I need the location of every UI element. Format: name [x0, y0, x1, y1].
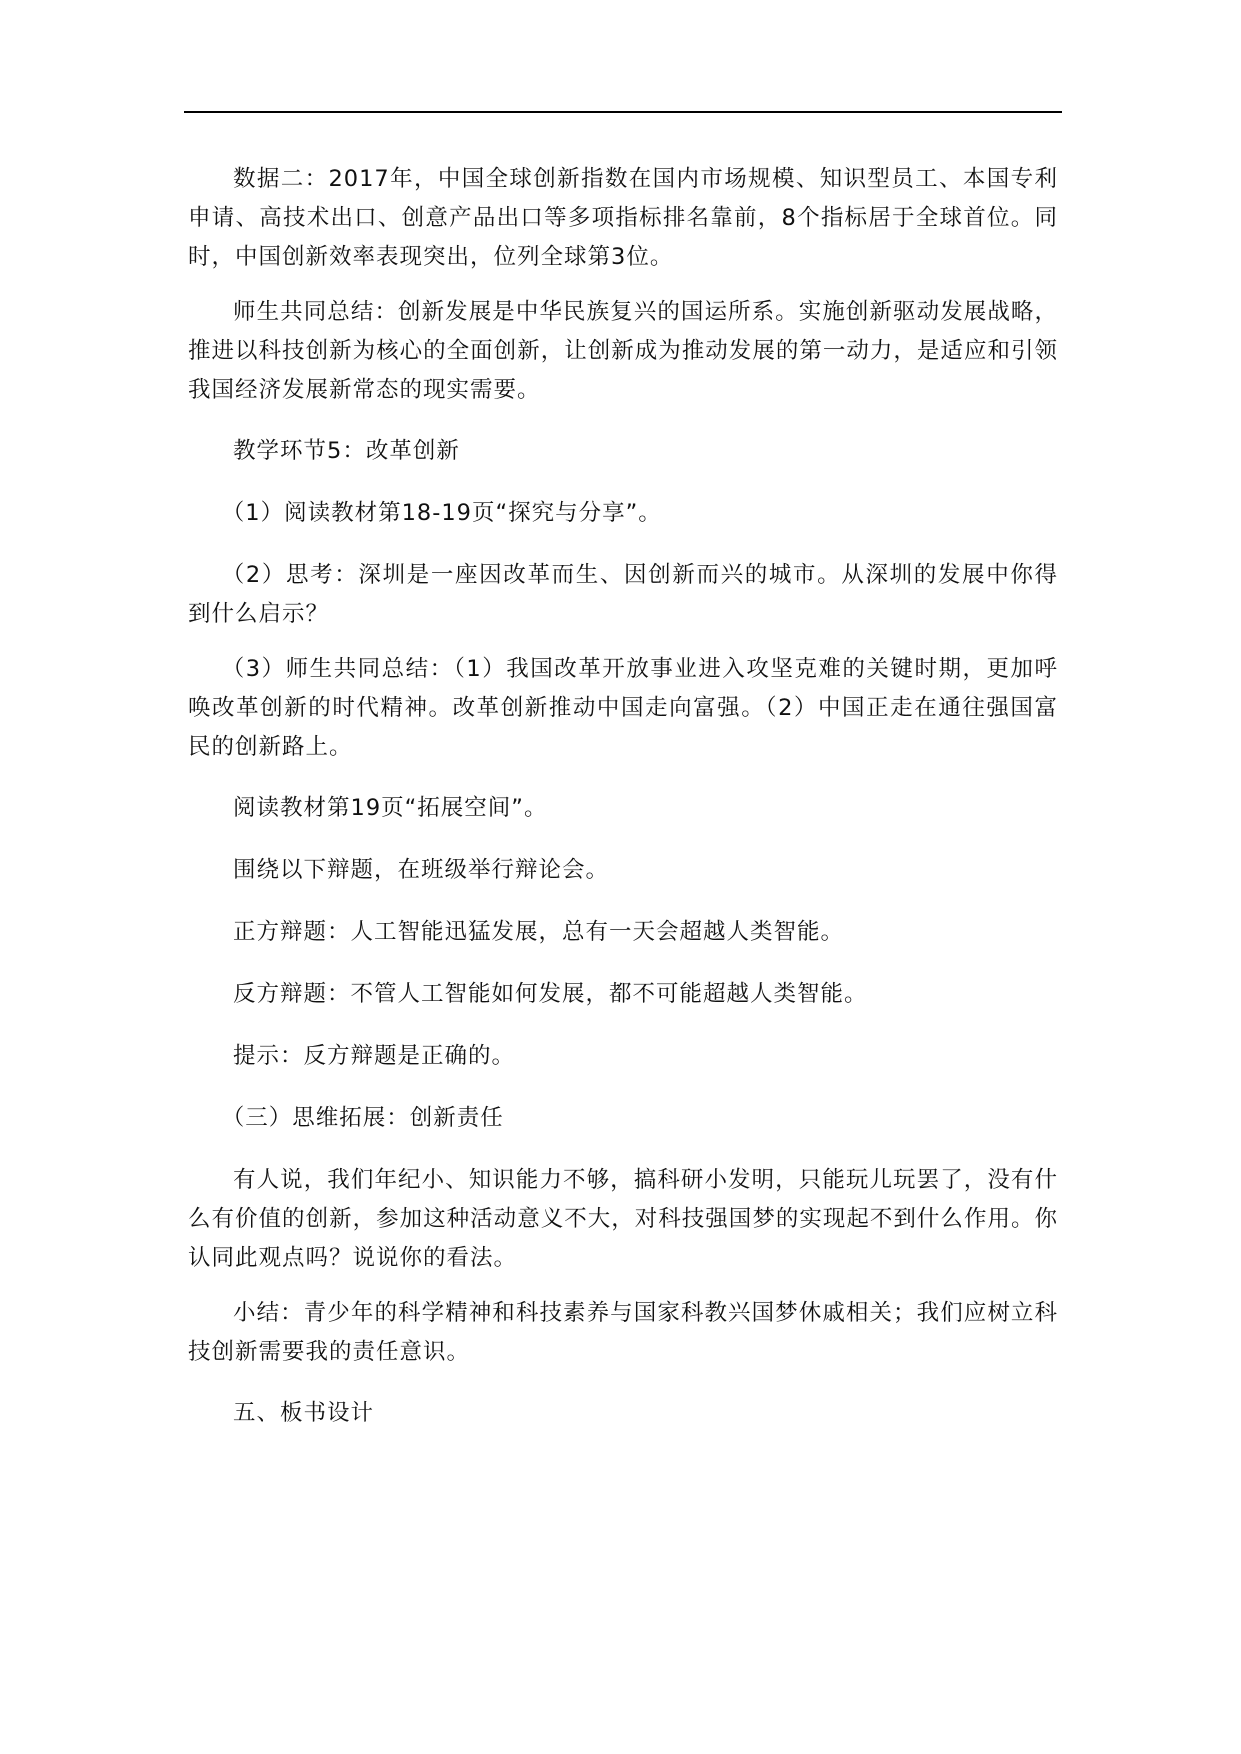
paragraph-summary-youth: 小结：青少年的科学精神和科技素养与国家科教兴国梦休戚相关；我们应树立科技创新需要我的责任意识。 [188, 1300, 1058, 1365]
paragraph-hint: 提示：反方辩题是正确的。 [233, 1043, 516, 1069]
paragraph-summary-innovation: 师生共同总结：创新发展是中华民族复兴的国运所系。实施创新驱动发展战略，推进以科技创新为核心的全面创新，让创新成为推动发展的第一动力，是适应和引领我国经济发展新常态的现实需要。 [188, 299, 1058, 403]
paragraph-step-1: （1）阅读教材第18-19页“探究与分享”。 [221, 500, 662, 526]
paragraph-negative: 反方辩题：不管人工智能如何发展，都不可能超越人类智能。 [233, 981, 868, 1007]
paragraph-step-3: （3）师生共同总结：（1）我国改革开放事业进入攻坚克难的关键时期，更加呼唤改革创新的时代精神。改革创新推动中国走向富强。（2）中国正走在通往强国富民的创新路上。 [188, 656, 1058, 760]
paragraph-data-two: 数据二：2017年，中国全球创新指数在国内市场规模、知识型员工、本国专利申请、高技术出口、创意产品出口等多项指标排名靠前，8个指标居于全球首位。同时，中国创新效率表现突出，位列全球第3位。 [188, 166, 1058, 270]
paragraph-opinion: 有人说，我们年纪小、知识能力不够，搞科研小发明，只能玩儿玩罢了，没有什么有价值的创新，参加这种活动意义不大，对科技强国梦的实现起不到什么作用。你认同此观点吗？说说你的看法。 [188, 1167, 1058, 1271]
paragraph-section-three: （三）思维拓展：创新责任 [221, 1105, 504, 1131]
header-rule [184, 111, 1062, 113]
paragraph-debate-intro: 围绕以下辩题，在班级举行辩论会。 [233, 857, 610, 883]
document-body [188, 160, 1058, 1433]
paragraph-reading: 阅读教材第19页“拓展空间”。 [233, 795, 548, 821]
paragraph-affirmative: 正方辩题：人工智能迅猛发展，总有一天会超越人类智能。 [233, 919, 845, 945]
paragraph-section-heading: 教学环节5：改革创新 [233, 438, 460, 464]
paragraph-board-design: 五、板书设计 [233, 1400, 375, 1426]
paragraph-step-2: （2）思考：深圳是一座因改革而生、因创新而兴的城市。从深圳的发展中你得到什么启示？ [188, 562, 1058, 627]
